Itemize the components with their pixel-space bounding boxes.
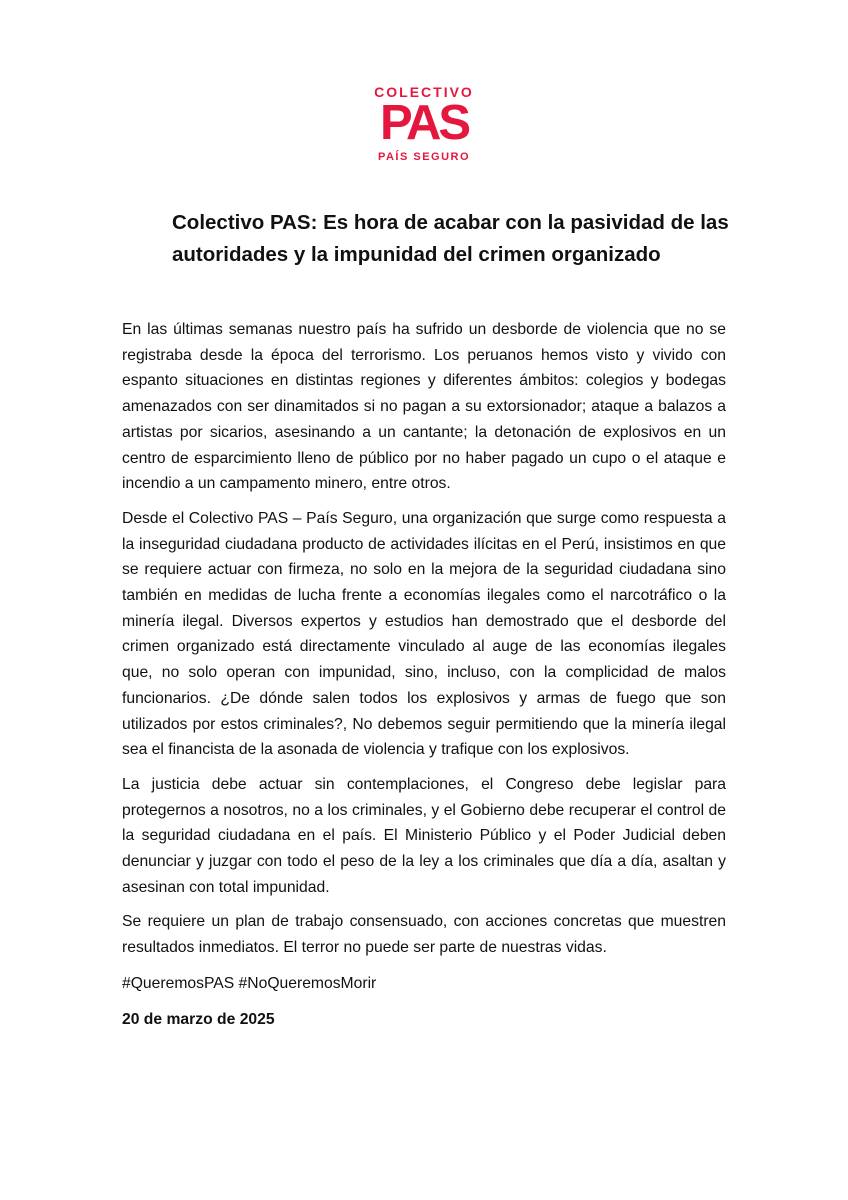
logo-main-text: PAS <box>379 96 469 150</box>
hashtags: #QueremosPAS #NoQueremosMorir <box>122 974 377 992</box>
paragraph-1: En las últimas semanas nuestro país ha sufrido un desborde de violencia que no se registraba desde la época del terrorismo. Los peruanos hemos visto y vivido con espanto situaciones en distintas regiones y diferentes ámbitos: colegios y bodegas amenazados con ser dinamitados si no pagan a su extorsionador; ataque a balazos a artistas por sicarios, asesinando a un cantante; la detonación de explosivos en un centro de esparcimiento lleno de público por no haber pagado un cupo o el ataque e incendio a un campamento minero, entre otros. <box>122 321 726 493</box>
colectivo-pas-logo <box>364 84 484 166</box>
document-title: Colectivo PAS: Es hora de acabar con la pasividad de las autoridades y la impunidad del crimen organizado <box>172 211 729 266</box>
logo-bottom-text: PAÍS SEGURO <box>377 151 471 163</box>
document-body <box>122 317 726 1041</box>
logo-top-text: COLECTIVO <box>374 84 474 100</box>
paragraph-3: La justicia debe actuar sin contemplaciones, el Congreso debe legislar para protegernos a nosotros, no a los criminales, y el Gobierno debe recuperar el control de la seguridad ciudadana en el país. El Ministerio Público y el Poder Judicial deben denunciar y juzgar con todo el peso de la ley a los criminales que día a día, asaltan y asesinan con total impunidad. <box>122 775 726 896</box>
paragraph-4: Se requiere un plan de trabajo consensuado, con acciones concretas que muestren resultados inmediatos. El terror no puede ser parte de nuestras vidas. <box>122 913 726 957</box>
paragraph-2: Desde el Colectivo PAS – País Seguro, una organización que surge como respuesta a la inseguridad ciudadana producto de actividades ilícitas en el Perú, insistimos en que se requiere actuar con firmeza, no solo en la mejora de la seguridad ciudadana sino también en medidas de lucha frente a economías ilegales como el narcotráfico o la minería ilegal. Diversos expertos y estudios han demostrado que el desborde del crimen organizado está directamente vinculado al auge de las economías ilegales que, no solo operan con impunidad, sino, incluso, con la complicidad de malos funcionarios. ¿De dónde salen todos los explosivos y armas de fuego que son utilizados por estos criminales?, No debemos seguir permitiendo que la minería ilegal sea el financista de la asonada de violencia y trafique con los explosivos. <box>122 509 726 759</box>
document-date: 20 de marzo de 2025 <box>122 1010 275 1028</box>
